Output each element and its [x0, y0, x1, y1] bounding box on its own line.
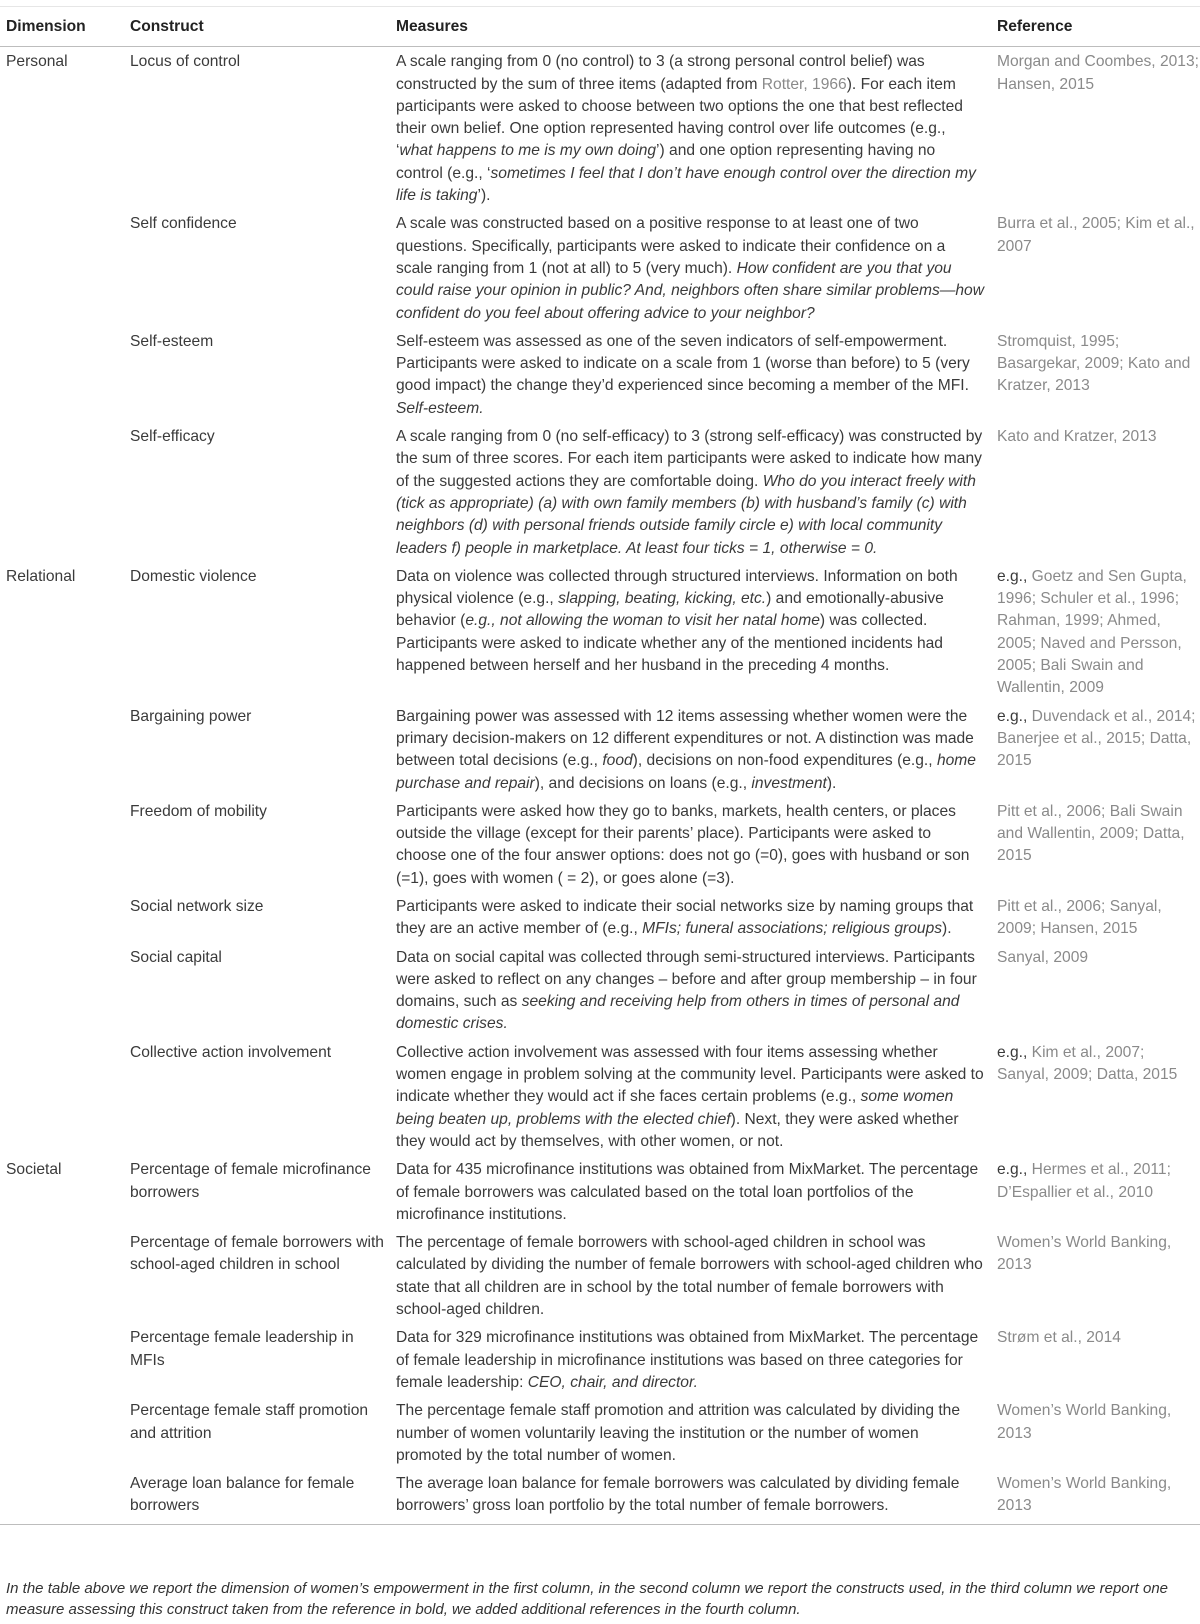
table-row: [0, 1325, 1200, 1398]
construct-cell: Self confidence: [130, 215, 237, 233]
measures-cell: Self-esteem was assessed as one of the seven indicators of self-empowerment. Participants were asked to indicate on a scale from 1 (worse than before) to 5 (very good impact) the change they’d experienced since becoming a member of the MFI. Self-esteem.: [396, 332, 970, 417]
reference-cell: Stromquist, 1995; Basargekar, 2009; Kato and Kratzer, 2013: [997, 332, 1191, 395]
reference-cell: Strøm et al., 2014: [997, 1329, 1121, 1347]
table-row: [0, 1157, 1200, 1230]
table-row: [0, 799, 1200, 894]
table-row: [0, 1040, 1200, 1157]
table-row: [0, 211, 1200, 328]
reference-cell: e.g., Duvendack et al., 2014; Banerjee et al., 2015; Datta, 2015: [997, 707, 1196, 770]
dimension-cell: [0, 1471, 124, 1524]
measures-cell: Data for 435 microfinance institutions was obtained from MixMarket. The percentage of female borrowers was calculated based on the total loan portfolios of the microfinance institutions.: [396, 1161, 979, 1223]
dimension-cell: [0, 1398, 124, 1471]
header-construct: Construct: [124, 7, 390, 47]
construct-cell: Freedom of mobility: [130, 802, 267, 820]
empowerment-table: [0, 6, 1200, 1525]
reference-cell: Women’s World Banking, 2013: [991, 1471, 1200, 1524]
table-row: [0, 1398, 1200, 1471]
construct-cell: Social network size: [130, 897, 264, 915]
reference-cell: Sanyal, 2009: [997, 948, 1089, 966]
construct-cell: Average loan balance for female borrowers: [124, 1471, 390, 1524]
dimension-cell: [0, 424, 124, 564]
measures-cell: The percentage of female borrowers with school-aged children in school was calculated by dividing the number of female borrowers with school-aged children who state that all children are in school by the total number of female borrowers with school-aged children.: [396, 1234, 983, 1319]
table-row: [0, 945, 1200, 1040]
reference-cell: Burra et al., 2005; Kim et al., 2007: [997, 215, 1195, 255]
reference-cell: Women’s World Banking, 2013: [997, 1234, 1172, 1274]
dimension-cell: [0, 704, 124, 799]
table-row: [0, 564, 1200, 704]
reference-cell: e.g., Goetz and Sen Gupta, 1996; Schuler et al., 1996; Rahman, 1999; Ahmed, 2005; Naved and Persson, 2005; Bali Swain and Wallentin, 2009: [997, 567, 1187, 697]
construct-cell: Self-efficacy: [130, 428, 215, 446]
dimension-cell: Personal: [6, 53, 68, 71]
reference-cell: Pitt et al., 2006; Sanyal, 2009; Hansen, 2015: [997, 897, 1162, 938]
measures-cell: Participants were asked to indicate their social networks size by naming groups that they are an active member of (e.g., MFIs; funeral associations; religious groups).: [396, 897, 974, 938]
header-reference: Reference: [991, 7, 1200, 47]
reference-cell: Women’s World Banking, 2013: [997, 1402, 1172, 1442]
measures-cell: Data on social capital was collected through semi-structured interviews. Participants were asked to reflect on any changes – before and after group membership – in four domains, such as seeking and receiving help from others in times of personal and domestic crises.: [396, 948, 977, 1033]
table-body: [0, 47, 1200, 1524]
measures-cell: A scale ranging from 0 (no self-efficacy) to 3 (strong self-efficacy) was constructed by the sum of three scores. For each item participants were asked to indicate how many of the suggested actions they are comfortable doing. Who do you interact freely with (tick as appropriate) (a) with own family members (b) with husband’s family (c) with neighbors (d) with personal friends outside family circle e) with local community leaders f) people in marketplace. At least four ticks = 1, otherwise = 0.: [396, 428, 983, 557]
measures-cell: The percentage female staff promotion and attrition was calculated by dividing the number of women voluntarily leaving the institution or the number of women promoted by the total number of women.: [396, 1402, 961, 1464]
measures-cell: Participants were asked how they go to banks, markets, health centers, or places outside the village (except for their parents’ place). Participants were asked to choose one of the four answer options: does not go (=0), goes with husband or son (=1), goes with women ( = 2), or goes alone (=3).: [396, 802, 970, 887]
table-row: [0, 424, 1200, 564]
reference-cell: Morgan and Coombes, 2013; Hansen, 2015: [997, 53, 1199, 93]
table-caption: In the table above we report the dimension of women’s empowerment in the first column, in the second column we report the constructs used, in the third column we report one measure assessing this construct taken from the reference in bold, we added additional references in the fourth column.: [6, 1580, 1169, 1618]
measures-cell: A scale was constructed based on a positive response to at least one of two questions. Specifically, participants were asked to indicate their confidence on a scale ranging from 1 (not at all) to 5 (very much). How confident are you that you could raise your opinion in public? And, neighbors often share similar problems—how confident do you feel about offering advice to your neighbor?: [396, 215, 984, 322]
table-row: [0, 1230, 1200, 1325]
dimension-cell: Relational: [6, 567, 76, 585]
dimension-cell: [0, 945, 124, 1040]
table-header-row: [0, 7, 1200, 47]
construct-cell: Self-esteem: [130, 332, 214, 350]
construct-cell: Bargaining power: [130, 707, 252, 725]
dimension-cell: [0, 799, 124, 894]
measures-cell: Data on violence was collected through structured interviews. Information on both physical violence (e.g., slapping, beating, kicking, etc.) and emotionally-abusive behavior (e.g., not allowing the woman to visit her natal home) was collected. Participants were asked to indicate whether any of the mentioned incidents had happened between herself and her husband in the preceding 4 months.: [396, 567, 958, 675]
table-row: [0, 1471, 1200, 1524]
dimension-cell: [0, 1040, 124, 1157]
measures-cell: Data for 329 microfinance institutions was obtained from MixMarket. The percentage of female leadership in microfinance institutions was based on three categories for female leadership: CEO, chair, and director.: [396, 1329, 979, 1391]
construct-cell: Domestic violence: [130, 567, 257, 585]
reference-cell: Pitt et al., 2006; Bali Swain and Wallentin, 2009; Datta, 2015: [997, 802, 1185, 865]
reference-cell: Kato and Kratzer, 2013: [997, 428, 1157, 446]
construct-cell: Collective action involvement: [130, 1043, 332, 1061]
measures-cell: The average loan balance for female borrowers was calculated by dividing female borrowers’ gross loan portfolio by the total number of female borrowers.: [390, 1471, 991, 1524]
construct-cell: Percentage female staff promotion and attrition: [130, 1402, 369, 1442]
reference-cell: e.g., Kim et al., 2007; Sanyal, 2009; Datta, 2015: [997, 1043, 1178, 1084]
measures-cell: Collective action involvement was assessed with four items assessing whether women engage in problem solving at the community level. Participants were asked to indicate whether they would act if she faces certain problems (e.g., some women being beaten up, problems with the elected chief). Next, they were asked whether they would act by themselves, with other women, or not.: [396, 1043, 984, 1150]
construct-cell: Percentage of female borrowers with school-aged children in school: [130, 1234, 384, 1274]
construct-cell: Percentage of female microfinance borrowers: [130, 1161, 371, 1201]
measures-cell: Bargaining power was assessed with 12 items assessing whether women were the primary decision-makers on 12 different expenditures or not. A distinction was made between total decisions (e.g., food), decisions on non-food expenditures (e.g., home purchase and repair), and decisions on loans (e.g., investment).: [396, 707, 976, 792]
dimension-cell: [0, 1325, 124, 1398]
dimension-cell: [0, 894, 124, 945]
table-row: [0, 329, 1200, 424]
header-measures: Measures: [390, 7, 991, 47]
header-dimension: Dimension: [0, 7, 124, 47]
construct-cell: Percentage female leadership in MFIs: [130, 1329, 354, 1369]
dimension-cell: Societal: [6, 1161, 62, 1179]
dimension-cell: [0, 1230, 124, 1325]
reference-cell: e.g., Hermes et al., 2011; D’Espallier et al., 2010: [997, 1161, 1171, 1201]
dimension-cell: [0, 329, 124, 424]
construct-cell: Locus of control: [130, 53, 241, 71]
dimension-cell: [0, 211, 124, 328]
table-row: [0, 47, 1200, 212]
table-row: [0, 704, 1200, 799]
construct-cell: Social capital: [130, 948, 222, 966]
table-row: [0, 894, 1200, 945]
measures-cell: A scale ranging from 0 (no control) to 3 (a strong personal control belief) was constructed by the sum of three items (adapted from Rotter, 1966). For each item participants were asked to choose between two options the one that best reflected their own belief. One option represented having control over life outcomes (e.g., ‘what happens to me is my own doing’) and one option representing having no control (e.g., ‘sometimes I feel that I don’t have enough control over the direction my life is taking’).: [396, 53, 976, 205]
